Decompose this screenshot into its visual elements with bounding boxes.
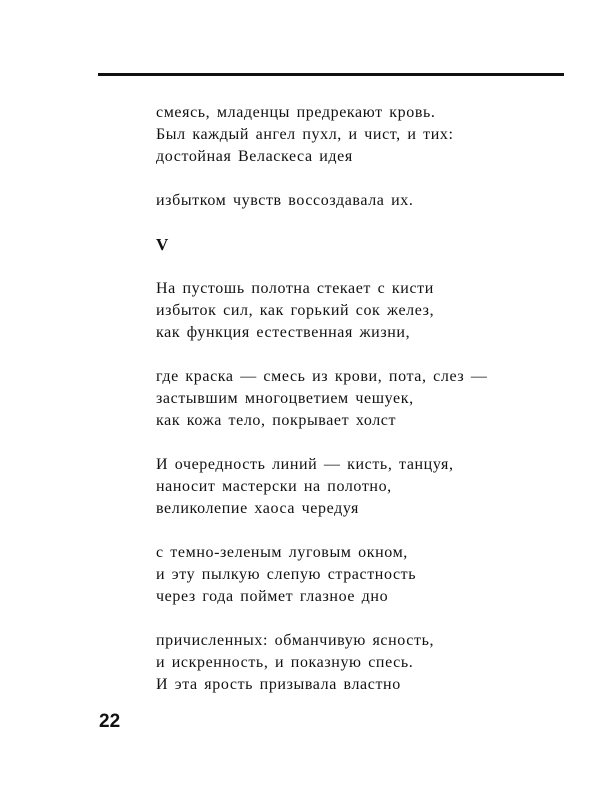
stanza — [156, 102, 576, 168]
stanza-gap — [156, 608, 576, 630]
stanza — [156, 366, 576, 432]
poem-line: На пустошь полотна стекает с кисти — [156, 280, 434, 297]
poem-line: наносит мастерски на полотно, — [156, 478, 392, 495]
stanza — [156, 454, 576, 520]
stanza — [156, 630, 576, 696]
stanza-gap — [156, 344, 576, 366]
poem-line: И очередность линий — кисть, танцуя, — [156, 456, 454, 473]
top-rule — [98, 73, 564, 76]
poem-line: смеясь, младенцы предрекают кровь. — [156, 104, 436, 121]
poem-line: великолепие хаоса чередуя — [156, 500, 359, 517]
poem-line: и эту пылкую слепую страстность — [156, 566, 417, 583]
poem-line: где краска — смесь из крови, пота, слез — — [156, 368, 488, 385]
poem-line: как кожа тело, покрывает холст — [156, 412, 397, 429]
poem-line: и искренность, и показную спесь. — [156, 654, 414, 671]
poem-line: застывшим многоцветием чешуек, — [156, 390, 414, 407]
stanza-gap — [156, 168, 576, 190]
stanza — [156, 542, 576, 608]
poem-line: избыток сил, как горький сок желез, — [156, 302, 435, 319]
stanza-gap — [156, 432, 576, 454]
page-number: 22 — [99, 711, 121, 732]
section-heading: V — [156, 235, 169, 254]
poem-line: достойная Веласкеса идея — [156, 148, 353, 165]
poem-line: с темно-зеленым луговым окном, — [156, 544, 408, 561]
poem-line: избытком чувств воссоздавала их. — [156, 192, 414, 209]
stanza-gap — [156, 212, 576, 234]
poem-line: как функция естественная жизни, — [156, 324, 411, 341]
poem-body — [156, 102, 576, 696]
poem-line: Был каждый ангел пухл, и чист, и тих: — [156, 126, 454, 143]
poem-line: И эта ярость призывала властно — [156, 676, 401, 693]
stanza — [156, 278, 576, 344]
stanza-gap — [156, 256, 576, 278]
poem-line: причисленных: обманчивую ясность, — [156, 632, 435, 649]
poem-line: через года поймет глазное дно — [156, 588, 389, 605]
stanza-gap — [156, 520, 576, 542]
stanza — [156, 190, 576, 212]
